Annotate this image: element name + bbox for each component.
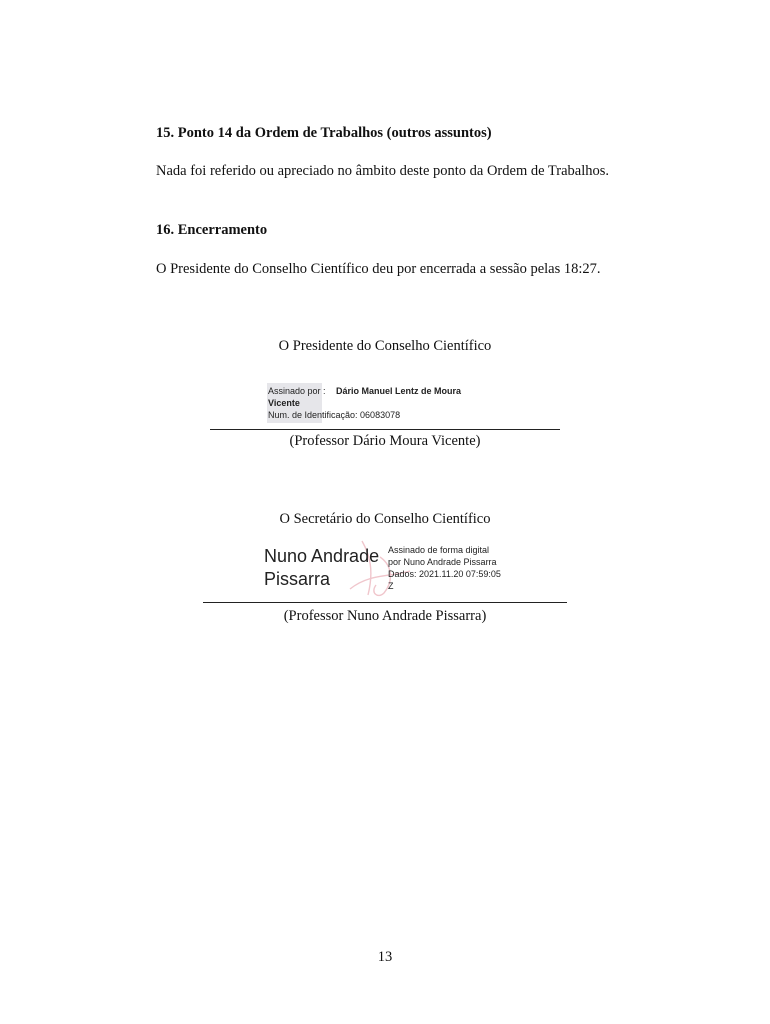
- stamp-label: Assinado por :: [268, 386, 326, 396]
- digital-signature-zone: Z: [388, 581, 394, 591]
- secretary-signature-line: [203, 602, 567, 603]
- secretary-role: O Secretário do Conselho Científico: [279, 511, 491, 527]
- section-15-heading: 15. Ponto 14 da Ordem de Trabalhos (outros assuntos): [156, 125, 492, 141]
- president-role: O Presidente do Conselho Científico: [278, 338, 492, 354]
- digital-signature-text-2: por Nuno Andrade Pissarra: [388, 557, 497, 567]
- section-16-body: O Presidente do Conselho Científico deu por encerrada a sessão pelas 18:27.: [156, 261, 601, 277]
- stamp-signer-name: Dário Manuel Lentz de Moura: [336, 386, 462, 396]
- section-16-heading: 16. Encerramento: [156, 222, 268, 238]
- president-signature-line: [210, 429, 560, 430]
- page-number: 13: [377, 949, 393, 965]
- stamp-signer-name-continued: Vicente: [268, 398, 300, 408]
- digital-signature-text-1: Assinado de forma digital: [388, 545, 490, 555]
- section-15-body: Nada foi referido ou apreciado no âmbito deste ponto da Ordem de Trabalhos.: [156, 163, 609, 179]
- president-name: (Professor Dário Moura Vicente): [289, 433, 481, 449]
- digital-signature-date: Dados: 2021.11.20 07:59:05: [388, 569, 501, 579]
- stamp-identification: Num. de Identificação: 06083078: [268, 410, 401, 420]
- signer-name-line2: Pissarra: [264, 569, 331, 589]
- signer-name-line1: Nuno Andrade: [264, 546, 380, 566]
- secretary-name: (Professor Nuno Andrade Pissarra): [283, 608, 487, 624]
